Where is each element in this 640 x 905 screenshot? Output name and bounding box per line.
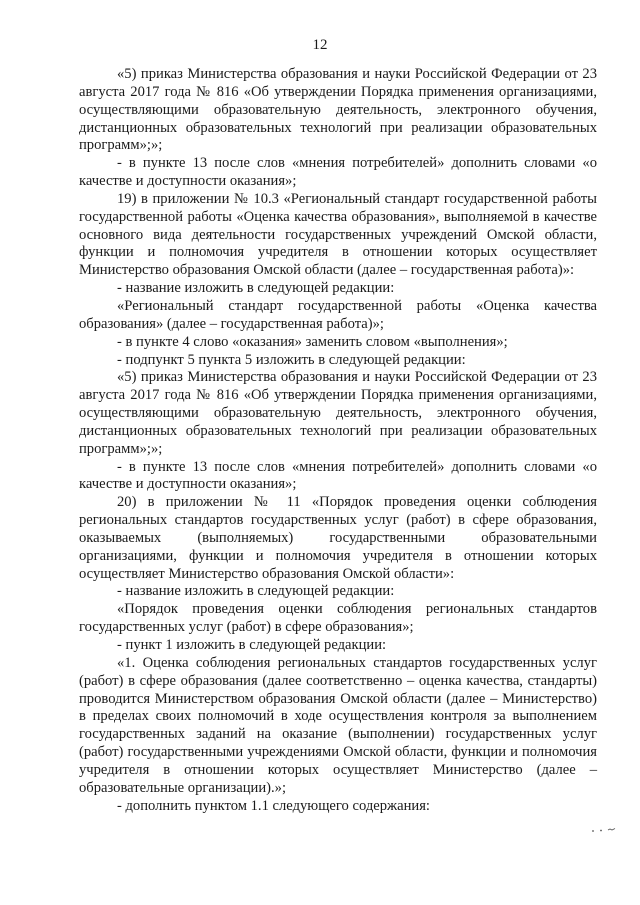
- paragraph: «Региональный стандарт государственной работы «Оценка качества образования» (далее – государственная работа)»;: [79, 297, 597, 332]
- document-body: [79, 66, 597, 815]
- paragraph: - в пункте 4 слово «оказания» заменить словом «выполнения»;: [117, 333, 508, 350]
- paragraph: 19) в приложении № 10.3 «Региональный стандарт государственной работы государственной работы «Оценка качества образования», выполняемой в качестве основного вида деятельности государственных учреждений Омской области, функции и полномочия учредителя в отношении которых осуществляет Министерство образования Омской области (далее – государственная работа)»:: [79, 190, 597, 279]
- paragraph: - в пункте 13 после слов «мнения потребителей» дополнить словами «о качестве и доступности оказания»;: [79, 458, 597, 493]
- paragraph: «5) приказ Министерства образования и науки Российской Федерации от 23 августа 2017 года № 816 «Об утверждении Порядка применения организациями, осуществляющими образовательную деятельность, электронного обучения, дистанционных образовательных технологий при реализации образовательных программ»;»;: [79, 66, 597, 154]
- paragraph: 20) в приложении № 11 «Порядок проведения оценки соблюдения региональных стандартов государственных услуг (работ) в сфере образования, оказываемых (выполняемых) государственными образовательными организациями, функции и полномочия учредителя в отношении которых осуществляет Министерство образования Омской области»:: [79, 494, 597, 582]
- paragraph: «5) приказ Министерства образования и науки Российской Федерации от 23 августа 2017 года № 816 «Об утверждении Порядка применения организациями, осуществляющими образовательную деятельность, электронного обучения, дистанционных образовательных технологий при реализации образовательных программ»;»;: [79, 369, 597, 457]
- paragraph: - подпункт 5 пункта 5 изложить в следующей редакции:: [117, 351, 466, 368]
- paragraph: «Порядок проведения оценки соблюдения региональных стандартов государственных услуг (работ) в сфере образования»;: [79, 601, 597, 636]
- scan-marks: [590, 827, 618, 833]
- paragraph: - название изложить в следующей редакции:: [117, 583, 395, 600]
- page-number: 12: [312, 37, 328, 53]
- paragraph: - дополнить пунктом 1.1 следующего содержания:: [117, 797, 430, 814]
- paragraph: «1. Оценка соблюдения региональных стандартов государственных услуг (работ) в сфере образования (далее соответственно – оценка качества, стандарты) проводится Министерством образования Омской области (далее – Министерство) в пределах своих полномочий в ходе осуществления контроля за выполнением государственных заданий на оказание (выполнении) государственных услуг (работ) государственными учреждениями Омской области, функции и полномочия учредителя в отношении которых осуществляет Министерство (далее – образовательные организации).»;: [79, 654, 597, 796]
- paragraph: - название изложить в следующей редакции:: [117, 280, 395, 297]
- paragraph: - в пункте 13 после слов «мнения потребителей» дополнить словами «о качестве и доступности оказания»;: [79, 155, 597, 190]
- paragraph: - пункт 1 изложить в следующей редакции:: [117, 637, 387, 653]
